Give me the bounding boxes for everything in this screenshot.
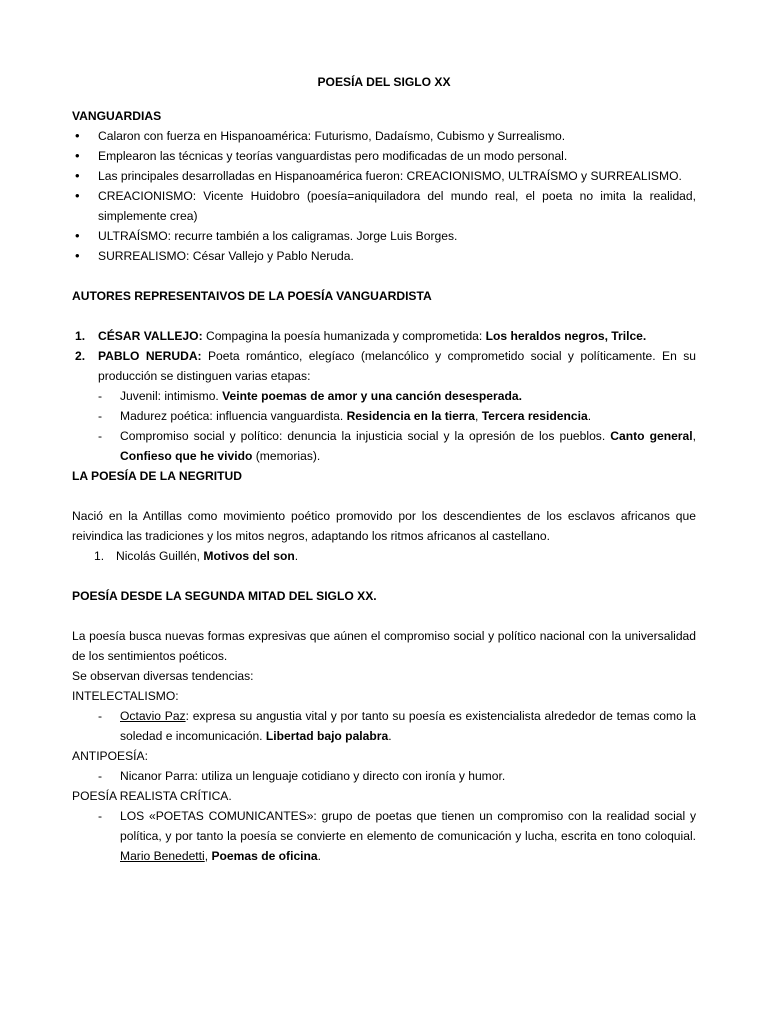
stage-work: Residencia en la tierra [346,409,475,423]
negritud-heading: LA POESÍA DE LA NEGRITUD [72,469,242,483]
stage-item [98,406,696,426]
intelectualismo-label: INTELECTALISMO: [72,689,179,703]
item-post: . [294,549,299,563]
tendencias-line: Se observan diversas tendencias: [72,669,254,683]
item-number: 2. [75,349,86,363]
list-item: • ULTRAÍSMO: recurre también a los caligramas. Jorge Luis Borges. [72,226,696,246]
list-item-neruda [72,346,696,466]
item-text: LOS «POETAS COMUNICANTES»: grupo de poetas que tienen un compromiso con la realidad social y política, y por tanto la poesía se convierte en elemento de comunicación y lucha, escrita en tono coloquial. [120,809,696,843]
author-text: Compagina la poesía humanizada y comprometida: [202,329,486,343]
stage-work: Canto general [610,429,693,443]
neruda-stages [98,386,696,466]
stage-item [98,426,696,466]
author-works: Los heraldos negros, Trilce. [485,329,647,343]
stage-work: Veinte poemas de amor y una canción desesperada. [222,389,522,403]
author-works: Poemas de oficina [211,849,318,863]
list-item [72,806,696,866]
author-link: Mario Benedetti [120,849,205,863]
list-item: • SURREALISMO: César Vallejo y Pablo Neruda. [72,246,696,266]
list-item: • Las principales desarrolladas en Hispanoamérica fueron: CREACIONISMO, ULTRAÍSMO y SURREALISMO. [72,166,696,186]
stage-text: Compromiso social y político: denuncia la injusticia social y la opresión de los pueblos. [120,429,611,443]
author-works: Libertad bajo palabra [265,729,389,743]
stage-work: Tercera residencia [481,409,588,423]
document-page [72,72,696,866]
intelectualismo-list [72,706,696,746]
list-item-vallejo [72,326,696,346]
author-text: Poeta romántico, elegíaco (melancólico y comprometido social y políticamente. En su producción se distinguen varias etapas: [98,349,696,383]
list-item: • Emplearon las técnicas y teorías vanguardistas pero modificadas de un modo personal. [72,146,696,166]
author-works: Motivos del son [203,549,295,563]
segunda-heading: POESÍA DESDE LA SEGUNDA MITAD DEL SIGLO XX. [72,589,377,603]
author-name: CÉSAR VALLEJO: [98,329,203,343]
vanguardias-heading: VANGUARDIAS [72,109,162,123]
realista-label: POESÍA REALISTA CRÍTICA. [72,789,232,803]
list-item: - Nicanor Parra: utiliza un lenguaje cotidiano y directo con ironía y humor. [72,766,696,786]
stage-text: Juvenil: intimismo. [120,389,223,403]
stage-text: Madurez poética: influencia vanguardista. [120,409,347,423]
stage-sep: , [474,409,482,423]
author-text: Nicolás Guillén, [116,549,204,563]
item-number: 1. [94,549,105,563]
document-title: POESÍA DEL SIGLO XX [317,75,451,89]
stage-work: Confieso que he vivido [120,449,253,463]
negritud-item [72,546,696,566]
item-post: . [388,729,392,743]
item-sep: , [204,849,212,863]
stage-post: . [587,409,592,423]
antipoesia-label: ANTIPOESÍA: [72,749,148,763]
vanguardias-list [72,126,696,266]
stage-sep: , [692,429,696,443]
author-name: PABLO NERUDA: [98,349,202,363]
item-post: . [317,849,322,863]
item-text: : expresa su angustia vital y por tanto su poesía es existencialista alrededor de temas como la soledad e incomunicación. [120,709,696,743]
antipoesia-list [72,766,696,786]
autores-list [72,326,696,466]
segunda-intro: La poesía busca nuevas formas expresivas que aúnen el compromiso social y político nacional con la universalidad de los sentimientos poéticos. [72,629,696,663]
realista-list [72,806,696,866]
negritud-paragraph: Nació en la Antillas como movimiento poético promovido por los descendientes de los esclavos africanos que reivindica las tradiciones y los mitos negros, adaptando los ritmos africanos al castellano. [72,509,696,543]
list-item: • CREACIONISMO: Vicente Huidobro (poesía=aniquiladora del mundo real, el poeta no imita la realidad, simplemente crea) [72,186,696,226]
stage-item [98,386,696,406]
list-item: • Calaron con fuerza en Hispanoamérica: Futurismo, Dadaísmo, Cubismo y Surrealismo. [72,126,696,146]
autores-heading: AUTORES REPRESENTAIVOS DE LA POESÍA VANGUARDISTA [72,289,432,303]
item-number: 1. [75,329,86,343]
list-item [72,706,696,746]
stage-post: (memorias). [252,449,321,463]
author-link: Octavio Paz [120,709,186,723]
